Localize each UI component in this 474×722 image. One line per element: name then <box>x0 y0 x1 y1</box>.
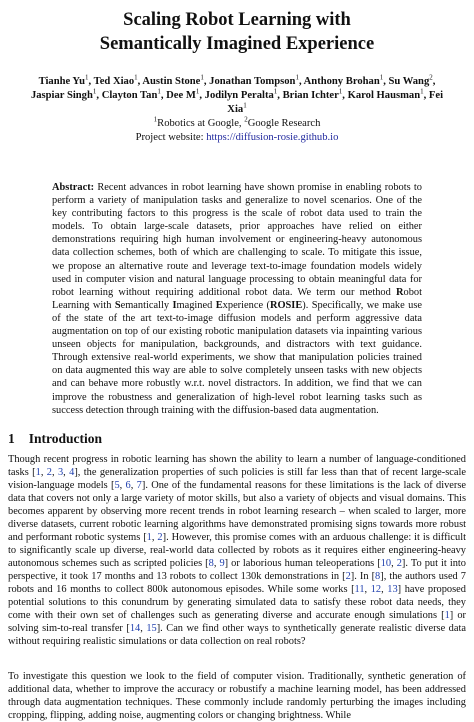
author-name: Fei Xia <box>227 90 444 115</box>
affiliation-org-1: Robotics at Google, <box>157 118 245 129</box>
citation-link[interactable]: 5 <box>114 480 120 491</box>
intro-text-segment: , <box>391 558 397 569</box>
author-name: Jonathan Tompson <box>209 76 296 87</box>
intro-text-segment: ] or laborious human teleoperations [ <box>224 558 381 569</box>
intro-text-segment: ]. One of the fundamental reasons for these limitations is the lack of diverse data that covers not only a large variety of motor skills, but also a variety of objects and visual domains. This becomes apparent by observing more recent trends in robot learning research – when scaled to larger, more diverse datasets, current robotic learning algorithms have demonstrated promising signs towards more robust and performant robotic systems [ <box>8 480 467 543</box>
intro-paragraph-2: To investigate this question we look to the field of computer vision. Traditionally, synthetic generation of additional data, whether to improve the accuracy or robustify a machine learning model, has been addressed through data augmentation techniques. These commonly include randomly perturbing the images including cropping, flipping, adding noise, augmenting colors or changing brightness. While <box>8 671 466 721</box>
author-affiliation-marker: 1 <box>92 87 97 96</box>
method-acronym: ROSIE <box>269 299 303 311</box>
citation-link[interactable]: 10 <box>380 558 392 569</box>
intro-text-segment: , <box>63 467 70 478</box>
method-initial-e: E <box>215 299 223 311</box>
title-line-2: Semantically Imagined Experience <box>99 34 375 54</box>
author-affiliation-marker: 1 <box>243 101 247 110</box>
author-affiliation-marker: 1 <box>157 87 161 96</box>
abstract-text-part1: Recent advances in robot learning have shown promise in enabling robots to perform a variety of manipulation tasks and generalize to novel scenarios. One of the key contributing factors to this progress is the scale of robot data used to train the models. To obtain large-scale datasets, prior approaches have relied on either demonstrations requiring high human involvement or engineering-heavy autonomous data collection schemes, both of which are challenging to scale. To mitigate this issue, we propose an alternative route and leverage text-to-image foundation models widely used in computer vision and natural language processing to obtain meaningful data for robot learning without requiring additional robot data. We term our method <box>52 182 422 298</box>
author-name: Brian Ichter <box>282 90 339 101</box>
intro-text-segment: ], the generalization properties of such policies is still far less than that of recent large-scale vision-language models [ <box>8 467 466 491</box>
method-initial-i: I <box>172 299 177 311</box>
affiliations <box>0 117 474 145</box>
project-website-label: Project website: <box>135 132 207 143</box>
author-name: Karol Hausman <box>347 90 421 101</box>
author-name: Ted Xiao <box>93 76 135 87</box>
citation-link[interactable]: 9 <box>219 558 225 569</box>
citation-link[interactable]: 1 <box>35 467 41 478</box>
intro-text-segment: , <box>52 467 58 478</box>
project-website-link[interactable]: https://diffusion-rosie.github.io <box>206 132 339 143</box>
intro-text-segment: ]. However, this promise comes with an arduous challenge: it is difficult to significantly scale up diverse, real-world data collected by robots as it requires either engineering-heavy autonomous schemes such as scripted policies [ <box>8 532 466 569</box>
intro-text-segment: , <box>130 480 137 491</box>
citation-link[interactable]: 15 <box>146 623 157 634</box>
citation-link[interactable]: 1 <box>146 532 152 543</box>
intro-text-segment: , <box>140 623 147 634</box>
author-name: Jodilyn Peralta <box>204 90 274 101</box>
citation-link[interactable]: 2 <box>345 571 351 582</box>
author-list: Tianhe Yu$^1$, Ted Xiao$^1$, Austin Stone$^1$, Jonathan Tompson$^1$, Anthony Brohan$^1$, Su Wang$^2$, Jaspiar Singh$^1$, Clayton Tan$^1$, Dee $M^1$, Jodilyn Peralta$^1$, Brian Ichter$^1$, Karol Hausman$^1$, Fei Xia$^1$ <box>30 73 444 115</box>
section-number: 1 <box>8 431 15 446</box>
title-line-1: Scaling Robot Learning with <box>123 10 351 30</box>
author-affiliation-marker: 1 <box>338 87 343 96</box>
method-name-segment: xperience <box>222 299 264 311</box>
author-affiliation-marker: 1 <box>379 73 384 82</box>
citation-link[interactable]: 2 <box>157 532 163 543</box>
intro-text-segment: , <box>119 480 126 491</box>
intro-text-segment: , <box>151 532 158 543</box>
citation-link[interactable]: 2 <box>46 467 52 478</box>
section-title: Introduction <box>28 431 103 446</box>
author-name: Tianhe Yu <box>38 76 86 87</box>
author-name: Anthony Brohan <box>303 76 380 87</box>
author-name: Jaspiar Singh <box>30 90 93 101</box>
author-affiliation-marker: 1 <box>273 87 278 96</box>
project-website-line <box>0 131 474 145</box>
intro-text-segment: ]. Can we find other ways to synthetically generate realistic diverse data without requiring realistic simulations or data collection on real robots? <box>8 623 466 647</box>
intro-text-segment: , <box>213 558 220 569</box>
citation-link[interactable]: 4 <box>69 467 75 478</box>
method-initial-r: R <box>396 286 404 298</box>
method-initial-s: S <box>114 299 121 311</box>
author-affiliation-marker: 2 <box>429 73 433 82</box>
method-name-segment: obot Learning with <box>52 286 422 311</box>
citation-link[interactable]: 8 <box>208 558 214 569</box>
affiliation-org-2: Google Research <box>247 118 321 129</box>
citation-link[interactable]: 2 <box>396 558 402 569</box>
author-affiliation-marker: 1 <box>195 87 200 96</box>
affiliation-marker-2: 2 <box>244 115 248 124</box>
intro-text-segment: ], the authors used 7 robots and 16 months to collect 800k autonomous episodes. While some works [ <box>8 571 466 595</box>
author-name: Austin Stone <box>142 76 201 87</box>
intro-text-segment: ]. In [ <box>350 571 376 582</box>
intro-paragraph-1 <box>8 453 466 648</box>
intro-text-segment: , <box>381 584 388 595</box>
citation-link[interactable]: 14 <box>129 623 141 634</box>
author-name: Dee M <box>166 90 196 101</box>
affiliation-marker-1: 1 <box>153 115 158 124</box>
citation-link[interactable]: 3 <box>57 467 64 478</box>
citation-link[interactable]: 1 <box>444 610 450 621</box>
author-affiliation-marker: 1 <box>85 73 89 82</box>
method-name-paren: ( <box>263 299 270 311</box>
abstract <box>52 181 422 417</box>
intro-text-segment: Though recent progress in robotic learning has shown the ability to learn a number of language-conditioned tasks [ <box>8 454 466 478</box>
intro-text-segment: , <box>40 467 47 478</box>
author-name: Clayton Tan <box>101 90 158 101</box>
author-affiliation-marker: 1 <box>295 73 299 82</box>
method-name-segment: magined <box>176 299 216 311</box>
citation-link[interactable]: 8 <box>375 571 381 582</box>
author-affiliation-marker: 1 <box>420 87 424 96</box>
author-affiliation-marker: 1 <box>200 73 204 82</box>
section-heading <box>8 430 468 448</box>
intro-text-segment: ]. To put it into perspective, it took 17 months and 13 robots to collect 130k demonstrations in [ <box>8 558 466 582</box>
intro-text-segment: ] have proposed potential solutions to this conundrum by generating simulated data to satisfy these robot data needs, they come with their own set of challenges such as generating diverse and accurate enough simulations [ <box>8 584 466 621</box>
citation-link[interactable]: 11 <box>354 584 365 595</box>
citation-link[interactable]: 7 <box>136 480 142 491</box>
citation-link[interactable]: 12 <box>370 584 382 595</box>
intro-text-segment: ] or solving sim-to-real transfer [ <box>8 610 466 634</box>
author-affiliation-marker: 1 <box>134 73 138 82</box>
paper-title <box>0 8 474 56</box>
method-name-segment: emantically <box>120 299 173 311</box>
citation-link[interactable]: 13 <box>387 584 398 595</box>
citation-link[interactable]: 6 <box>125 480 131 491</box>
intro-text-segment: , <box>364 584 371 595</box>
author-name: Su Wang <box>388 76 430 87</box>
abstract-text-part2: ). Specifically, we make use of the state of the art text-to-image diffusion models and perform aggressive data augmentation on top of our existing robotic manipulation datasets via inpainting various unseen objects for manipulation, backgrounds, and distractors with text guidance. Through extensive real-world experiments, we show that manipulation policies trained on data augmented this way are able to solve completely unseen tasks with new objects and can behave more robustly w.r.t. novel distractors. In addition, we find that we can improve the robustness and generalization of high-level robot learning tasks such as success detection through training with the diffusion-based data augmentation. <box>52 299 423 416</box>
abstract-label: Abstract: <box>52 182 95 193</box>
affiliation-line <box>0 117 474 131</box>
